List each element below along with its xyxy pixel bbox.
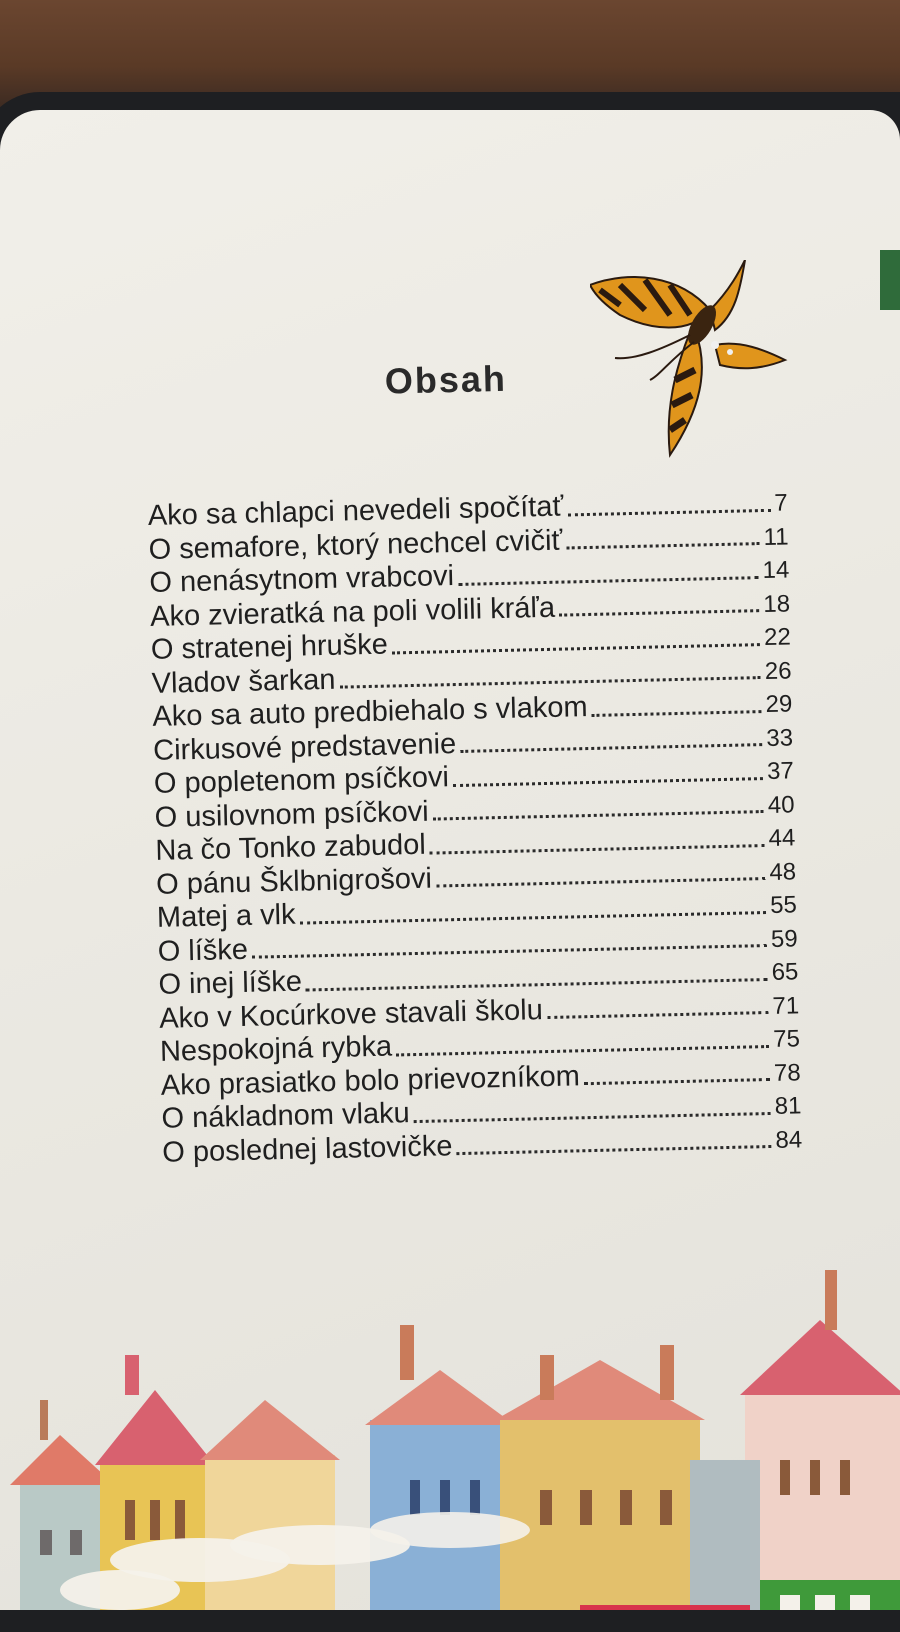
toc-entry-page-number: 14	[762, 556, 790, 585]
toc-entry-page-number: 84	[775, 1125, 803, 1154]
toc-entry-page-number: 75	[772, 1025, 801, 1053]
toc-entry-page-number: 7	[774, 489, 789, 517]
toc-entry-page-number: 59	[770, 924, 798, 953]
dot-leader	[547, 1010, 769, 1019]
page-title: Obsah	[384, 357, 508, 402]
toc-entry-title: O pánu Šklbnigrošovi	[155, 862, 433, 901]
toc-entry-title: Cirkusové predstavenie	[152, 727, 457, 767]
dot-leader	[592, 709, 762, 717]
toc-entry-page-number: 33	[766, 723, 794, 752]
dot-leader	[460, 742, 762, 753]
book-page	[0, 110, 900, 1610]
toc-entry-title: O poslednej lastovičke	[161, 1129, 453, 1169]
toc-entry-page-number: 78	[773, 1058, 801, 1087]
toc-entry-page-number: 55	[769, 891, 798, 919]
toc-entry-title: Ako v Kocúrkove stavali školu	[158, 993, 544, 1035]
toc-entry-title: O nenásytnom vrabcovi	[149, 560, 455, 599]
toc-entry-page-number: 71	[772, 991, 800, 1020]
toc-entry-title: O usilovnom psíčkovi	[154, 795, 429, 834]
butterfly-illustration	[590, 260, 800, 460]
dot-leader	[436, 876, 766, 887]
dot-leader	[567, 507, 770, 516]
toc-list	[147, 485, 802, 1169]
toc-entry-title: Ako prasiatko bolo prievozníkom	[160, 1059, 581, 1102]
dot-leader	[559, 608, 759, 617]
town-with-train-illustration	[0, 1260, 900, 1610]
toc-entry-title: O inej líške	[158, 965, 303, 1001]
book-cover-green-edge	[880, 250, 900, 310]
toc-entry-page-number: 29	[765, 690, 793, 718]
toc-entry-title: Matej a vlk	[156, 898, 296, 934]
dot-leader	[584, 1077, 770, 1085]
dot-leader	[566, 541, 759, 549]
toc-entry-page-number: 81	[774, 1092, 802, 1120]
dot-leader	[340, 675, 761, 689]
toc-entry-title: Na čo Tonko zabudol	[155, 828, 427, 867]
dot-leader	[414, 1110, 771, 1122]
dot-leader	[433, 809, 764, 821]
toc-entry-title: O stratenej hruške	[150, 628, 389, 666]
toc-entry-title: Vladov šarkan	[151, 663, 336, 700]
toc-entry-page-number: 26	[764, 656, 792, 685]
toc-entry-title: Ako zvieratká na poli volili kráľa	[149, 591, 556, 633]
toc-entry-page-number: 40	[767, 790, 795, 819]
toc-entry-title: O nákladnom vlaku	[161, 1097, 411, 1135]
toc-entry-page-number: 44	[768, 824, 796, 852]
dot-leader	[430, 843, 765, 855]
toc-entry-page-number: 37	[766, 757, 795, 785]
dot-leader	[396, 1044, 769, 1056]
dot-leader	[457, 1144, 772, 1155]
dot-leader	[300, 910, 767, 925]
dot-leader	[306, 977, 768, 991]
toc-entry-title: Nespokojná rybka	[159, 1030, 393, 1068]
toc-entry-page-number: 48	[769, 857, 797, 886]
dot-leader	[392, 642, 760, 654]
toc-entry-page-number: 11	[763, 522, 789, 551]
toc-entry-page-number: 22	[763, 623, 792, 652]
toc-entry-title: Ako sa chlapci nevedeli spočítať	[147, 490, 564, 532]
toc-entry-page-number: 18	[763, 589, 791, 618]
toc-entry-page-number: 65	[771, 958, 799, 986]
dot-leader	[453, 776, 763, 787]
dot-leader	[458, 575, 759, 586]
toc-entry-title: O popletenom psíčkovi	[153, 761, 450, 800]
toc-entry-title: O líške	[157, 933, 249, 968]
toc-entry-title: Ako sa auto predbiehalo s vlakom	[152, 691, 588, 733]
toc-entry-title: O semafore, ktorý nechcel cvičiť	[148, 524, 563, 566]
